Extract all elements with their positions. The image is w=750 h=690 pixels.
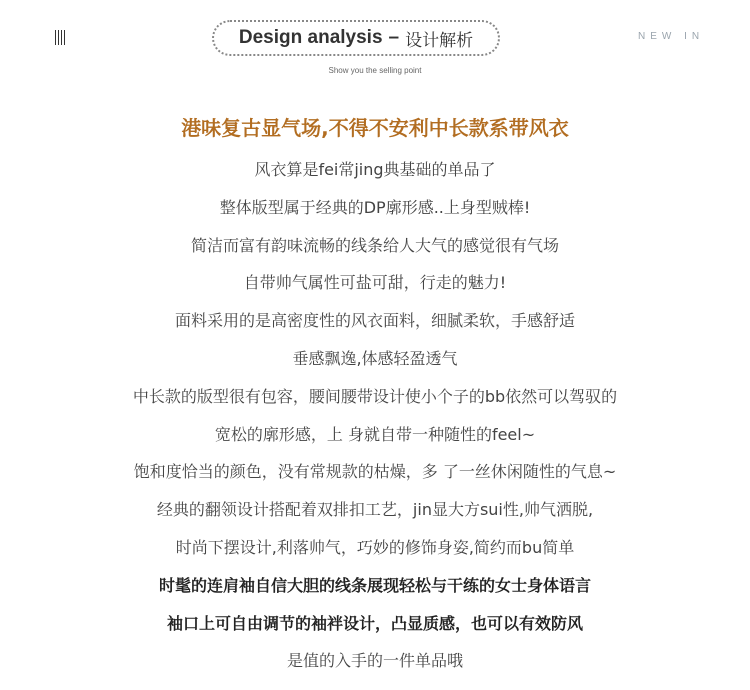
description-line: 整体版型属于经典的DP廓形感..上身型贼棒! [219,197,531,217]
header-title-cn: 设计解析 [405,30,474,51]
description-line: 垂感飘逸,体感轻盈透气 [292,348,458,368]
description-line-emphasis: 袖口上可自由调节的袖袢设计，凸显质感，也可以有效防风 [166,613,583,633]
header-title-dash: – [388,27,400,48]
description-line: 面料采用的是高密度性的风衣面料，细腻柔软，手感舒适 [174,311,575,331]
description-line: 中长款的版型很有包容，腰间腰带设计使小个子的bb依然可以驾驭的 [132,386,618,406]
description-line: 宽松的廓形感，上 身就自带一种随性的feel~ [214,424,536,444]
description-line: 饱和度恰当的颜色，没有常规款的枯燥，多 了一丝休闲随性的气息~ [133,462,617,482]
description-line: 时尚下摆设计,利落帅气，巧妙的修饰身姿,简约而bu简单 [175,537,575,557]
description-line: 风衣算是fei常jing典基础的单品了 [254,160,496,179]
description-line: 简洁而富有韵味流畅的线条给人大气的感觉很有气场 [190,235,559,255]
header-title-en: Design analysis [238,27,383,48]
description-list [0,151,750,680]
description-line-emphasis: 时髦的连肩袖自信大胆的线条展现轻松与干练的女士身体语言 [158,575,591,595]
description-line: 是值的入手的一件单品哦 [286,651,463,671]
description-line: 自带帅气属性可盐可甜，行走的魅力! [243,273,507,293]
new-in-badge: NEW IN [638,31,705,42]
product-headline: 港味复古显气场,不得不安利中长款系带风衣 [181,116,569,140]
header-subtitle: Show you the selling point [328,66,422,75]
description-line: 经典的翻领设计搭配着双排扣工艺，jin显大方sui性,帅气洒脱, [156,500,594,520]
section-header-pill [212,20,500,56]
vertical-bars-icon [55,30,67,45]
